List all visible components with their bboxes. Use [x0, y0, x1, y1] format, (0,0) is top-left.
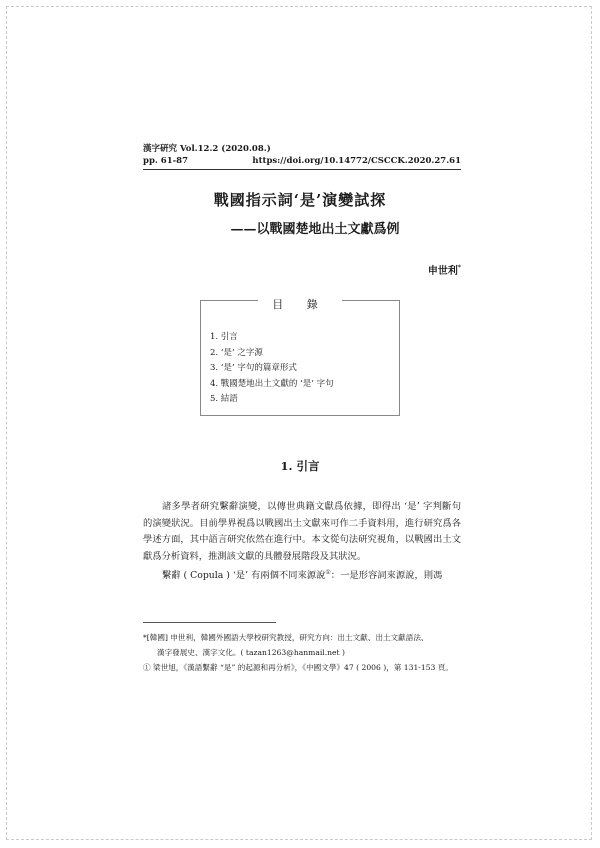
- body-text: [143, 499, 461, 585]
- toc-heading: 目 錄: [258, 298, 342, 311]
- footnote-line: *[韓國] 申世利，韓國外國語大學校研究教授，研究方向：出土文獻、出土文獻語法、: [143, 633, 429, 642]
- footnote-rule: [143, 622, 276, 623]
- author-name: [428, 262, 461, 277]
- toc-item[interactable]: 2. ‘是’ 之字源: [210, 347, 263, 358]
- author-footnote-mark[interactable]: *: [457, 264, 461, 272]
- footnote-author: [143, 630, 463, 660]
- toc-item[interactable]: 3. ‘是’ 字句的篇章形式: [210, 363, 297, 373]
- journal-info: 漢字硏究 Vol.12.2 (2020.08.): [143, 144, 271, 154]
- header-rule: [143, 169, 461, 170]
- toc-list: [210, 330, 334, 408]
- footnote-ref[interactable]: ①: [325, 569, 331, 576]
- section-heading: 1. 引言: [280, 459, 320, 473]
- footnote-line: 漢字發展史、漢字文化。( tazan1263@hanmail.net ): [157, 648, 345, 657]
- toc-item[interactable]: 4. 戰國楚地出土文獻的 ‘是’ 字句: [210, 378, 334, 389]
- toc-item[interactable]: 5. 結語: [210, 394, 238, 404]
- page-border: [6, 6, 592, 840]
- doi-link[interactable]: https://doi.org/10.14772/CSCCK.2020.27.61: [252, 156, 461, 166]
- paragraph: 諸多學者研究繫辭演變，以傳世典籍文獻爲依據，即得出 ‘是’ 字判斷句的演變狀況。目前學界視爲以戰國出土文獻來可作二手資料用，進行研究爲各學述方面，其中語言研究依然在進行中。本文從句法研究視角，以戰國出土文獻爲分析資料，推測該文獻的具體發展階段及其狀況。: [143, 501, 461, 562]
- table-of-contents: [200, 300, 400, 416]
- paper-subtitle: ——以戰國楚地出土文獻爲例: [230, 222, 400, 237]
- page-range: pp. 61-87: [143, 156, 188, 166]
- paper-title: 戰國指示詞‘是’演變試探: [213, 191, 387, 209]
- paragraph-text: ：一是形容詞來源說，則馮: [330, 570, 443, 582]
- toc-item[interactable]: 1. 引言: [210, 332, 238, 342]
- toc-heading-wrap: [201, 293, 399, 312]
- footnote-1: ① 梁世旭，《漢語繫辭 “是” 的起源和再分析》，《中國文學》47 ( 2006 )，第 131-153 頁。: [143, 663, 453, 672]
- paragraph-text: 繫辭 ( Copula ) ‘是’ 有兩個不同來源說: [162, 570, 326, 582]
- paragraph: [143, 565, 461, 585]
- author-label: 申世利: [427, 266, 458, 277]
